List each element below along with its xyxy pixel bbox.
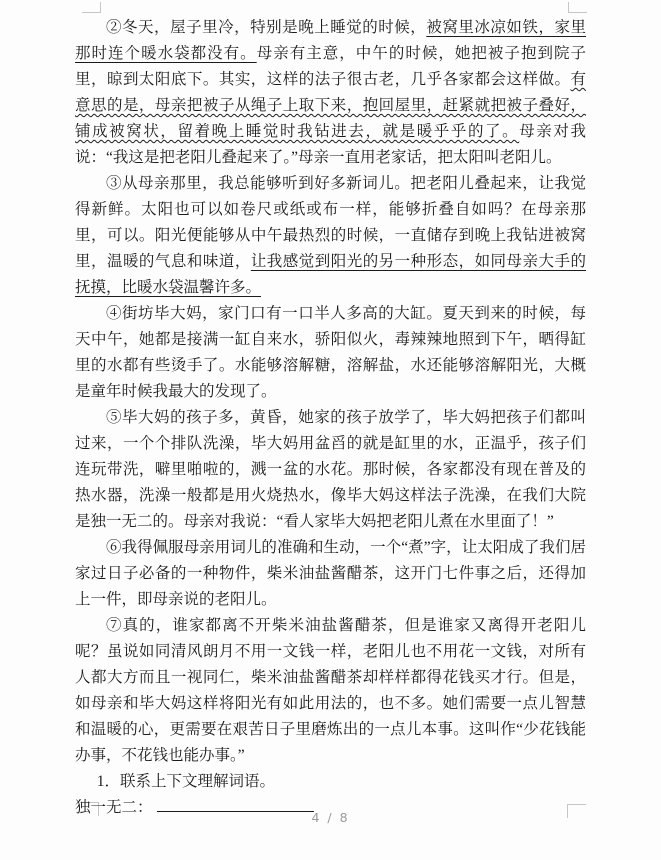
- passage-paragraph: [75, 405, 586, 535]
- page-indicator: 4 / 8: [311, 810, 350, 825]
- underlined-passage-text: 有意思的是，母亲把被子从绳子上取下来，抱回屋里，赶紧就把被子叠好，铺成被窝状，留着晚上睡觉时我钻进去，就是暖乎乎的了。: [75, 71, 586, 140]
- vocab-term: 独一无二：: [75, 799, 153, 816]
- passage-text: ⑥我得佩服母亲用词儿的准确和生动，一个“煮”字，让太阳成了我们居家过日子必备的一种物件，柴米油盐酱醋茶，这开门七件事之后，还得加上一件，即母亲说的老阳儿。: [75, 539, 586, 608]
- margin-crop-mark-top-right: [568, 2, 587, 13]
- passage-text: ④街坊毕大妈，家门口有一口半人多高的大缸。夏天到来的时候，每天中午，她都是接满一缸自来水，骄阳似火，毒辣辣地照到下午，晒得缸里的水都有些烫手了。水能够溶解糖，溶解盐，水还能够溶解阳光，大概是童年时候我最大的发现了。: [75, 305, 586, 400]
- passage-paragraph: [75, 535, 586, 613]
- margin-crop-mark-top-left: [82, 2, 101, 13]
- passage-text: ③从母亲那里，我总能够听到好多新词儿。把老阳儿叠起来，让我觉得新鲜。太阳也可以如卷尺或纸或布一样，能够折叠自如吗？在母亲那里，可以。阳光便能够从中午最热烈的时候，一直储存到晚上我钻进被窝里，温暖的气息和味道，: [75, 175, 586, 270]
- passage-text: ②冬天，屋子里冷，特别是晚上睡觉的时候，: [106, 19, 427, 36]
- passage-text: ⑦真的，谁家都离不开柴米油盐酱醋茶，但是谁家又离得开老阳儿呢？虽说如同清风朗月不用一文钱一样，老阳儿也不用花一文钱，对所有人都大方而且一视同仁，柴米油盐酱醋茶却样样都得花钱买才行。但是，如母亲和毕大妈这样将阳光有如此用法的，也不多。她们需要一点儿智慧和温暖的心，更需要在艰苦日子里磨炼出的一点儿本事。这叫作“少花钱能办事，不花钱也能办事。”: [75, 617, 586, 764]
- passage: [75, 15, 586, 769]
- passage-paragraph: [75, 15, 586, 171]
- underlined-passage-text: 让我感觉到阳光的另一种形态，如同母亲大手的抚摸，比暖水袋温馨许多。: [75, 253, 586, 296]
- passage-paragraph: [75, 171, 586, 301]
- passage-text: ⑤毕大妈的孩子多，黄昏，她家的孩子放学了，毕大妈把孩子们都叫过来，一个个排队洗澡，毕大妈用盆舀的就是缸里的水，正温乎，孩子们连玩带洗，噼里啪啦的，溅一盆的水花。那时候，各家都没有现在普及的热水器，洗澡一般都是用火烧热水，像毕大妈这样法子洗澡，在我们大院是独一无二的。母亲对我说：“看人家毕大妈把老阳儿煮在水里面了！”: [75, 409, 586, 530]
- page-footer: [0, 810, 661, 825]
- text-area: [75, 15, 586, 821]
- passage-paragraph: [75, 613, 586, 769]
- passage-text: 母亲有主意，中午的时候，她把被子抱到院子里，晾到太阳底下。其实，这样的法子很古老，几乎各家都会这样做。: [75, 45, 586, 88]
- question-1-label: 1．联系上下文理解词语。: [96, 773, 275, 790]
- underlined-passage-text: 被窝里冰凉如铁，家里那时连个暖水袋都没有。: [75, 19, 586, 62]
- passage-paragraph: [75, 301, 586, 405]
- passage-text: 母亲对我说：“我这是把老阳儿叠起来了。”母亲一直用老家话，把太阳叫老阳儿。: [75, 123, 586, 166]
